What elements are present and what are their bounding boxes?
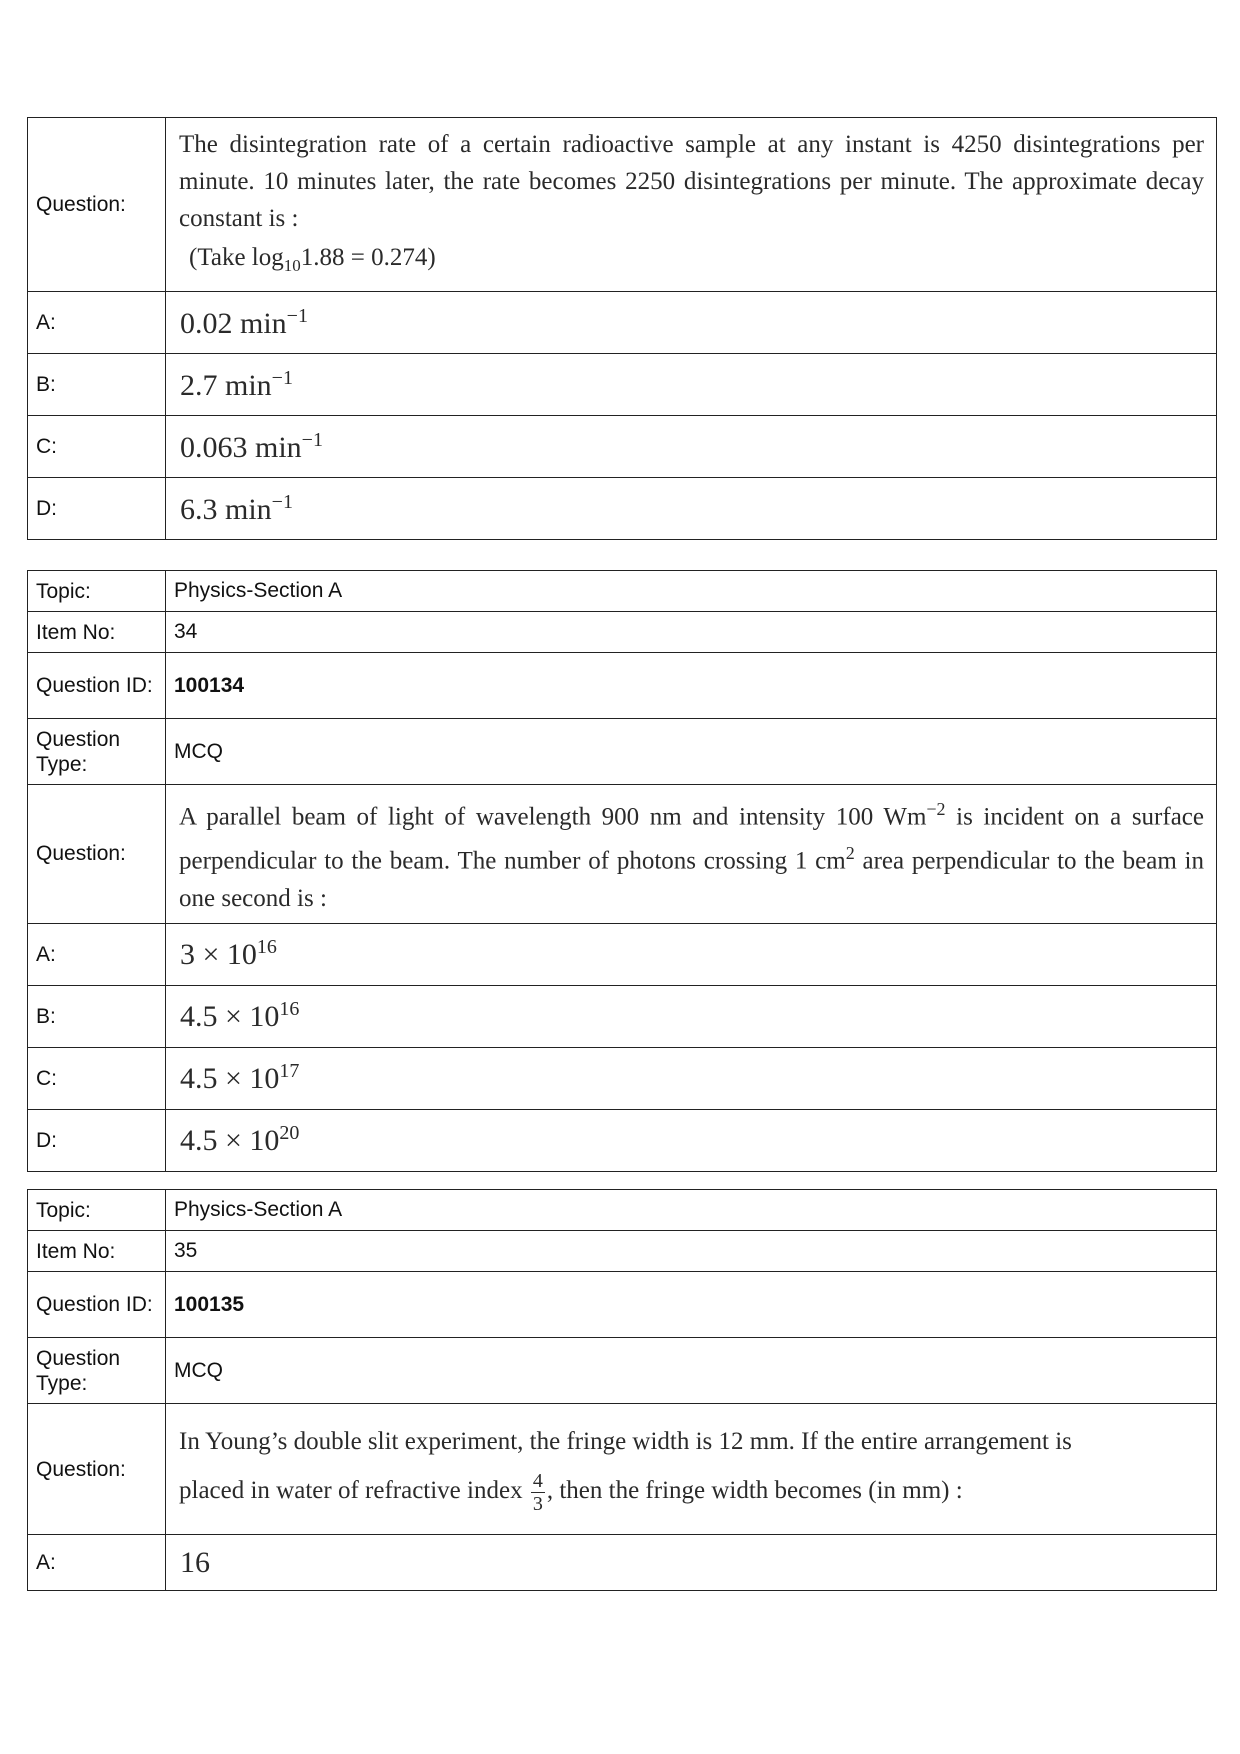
question-id-value: 100134 bbox=[166, 653, 1217, 719]
option-exponent: −1 bbox=[271, 490, 293, 513]
question-label: Question: bbox=[28, 1404, 166, 1535]
option-exponent: −1 bbox=[286, 304, 308, 327]
question-block-34 bbox=[27, 570, 1217, 1172]
question-type-label: Question Type: bbox=[28, 1338, 166, 1404]
question-block-35 bbox=[27, 1189, 1217, 1591]
option-text: 6.3 min bbox=[180, 492, 272, 526]
topic-row bbox=[28, 571, 1217, 612]
question-text bbox=[166, 785, 1217, 924]
option-row-b bbox=[28, 354, 1217, 416]
option-row-a bbox=[28, 1535, 1217, 1591]
question-text bbox=[166, 118, 1217, 292]
option-label: A: bbox=[28, 923, 166, 985]
option-row-d bbox=[28, 478, 1217, 540]
question-row bbox=[28, 1404, 1217, 1535]
option-row-c bbox=[28, 1047, 1217, 1109]
option-text: 4.5 × 10 bbox=[180, 1124, 280, 1158]
option-value[interactable] bbox=[166, 478, 1217, 540]
item-no-row bbox=[28, 612, 1217, 653]
fraction-numerator: 4 bbox=[532, 1470, 543, 1492]
option-value[interactable]: 16 bbox=[166, 1535, 1217, 1591]
question-label: Question: bbox=[28, 118, 166, 292]
question-body: The disintegration rate of a certain radioactive sample at any instant is 4250 disintegrations per minute. 10 minutes later, the rate becomes 2250 disintegrations per minute. The approximate decay constant is : bbox=[179, 130, 1204, 232]
question-hint bbox=[179, 239, 1204, 284]
item-no-value: 34 bbox=[166, 612, 1217, 653]
question-part: area perpendicular to the beam in one second is : bbox=[179, 847, 1204, 912]
topic-value: Physics-Section A bbox=[166, 1190, 1217, 1231]
question-id-row bbox=[28, 653, 1217, 719]
option-value[interactable] bbox=[166, 1109, 1217, 1171]
question-id-row bbox=[28, 1272, 1217, 1338]
question-type-label: Question Type: bbox=[28, 719, 166, 785]
item-no-value: 35 bbox=[166, 1231, 1217, 1272]
option-exponent: 20 bbox=[279, 1122, 300, 1145]
question-part: , then the fringe width becomes (in mm) : bbox=[546, 1477, 963, 1505]
option-row-a bbox=[28, 292, 1217, 354]
option-text: 3 × 10 bbox=[180, 938, 257, 972]
question-line bbox=[179, 1470, 1204, 1515]
question-line: In Young’s double slit experiment, the fringe width is 12 mm. If the entire arrangement is bbox=[179, 1428, 1072, 1455]
option-exponent: −1 bbox=[301, 428, 323, 451]
question-block-33 bbox=[27, 117, 1217, 540]
item-no-row bbox=[28, 1231, 1217, 1272]
question-exponent: −2 bbox=[926, 799, 946, 819]
question-id-label: Question ID: bbox=[28, 1272, 166, 1338]
option-label: A: bbox=[28, 1535, 166, 1591]
hint-log-base: 10 bbox=[283, 255, 301, 275]
topic-label: Topic: bbox=[28, 571, 166, 612]
option-label: D: bbox=[28, 1109, 166, 1171]
option-text: 0.063 min bbox=[180, 430, 302, 464]
option-value[interactable] bbox=[166, 923, 1217, 985]
option-label: B: bbox=[28, 985, 166, 1047]
question-text bbox=[166, 1404, 1217, 1535]
question-type-row bbox=[28, 1338, 1217, 1404]
option-text: 0.02 min bbox=[180, 306, 287, 340]
option-value[interactable] bbox=[166, 292, 1217, 354]
option-value[interactable] bbox=[166, 354, 1217, 416]
option-label: A: bbox=[28, 292, 166, 354]
option-label: D: bbox=[28, 478, 166, 540]
option-value[interactable] bbox=[166, 985, 1217, 1047]
option-exponent: 17 bbox=[279, 1060, 300, 1083]
option-text: 4.5 × 10 bbox=[180, 1000, 280, 1034]
item-no-label: Item No: bbox=[28, 612, 166, 653]
option-row-c bbox=[28, 416, 1217, 478]
question-type-value: MCQ bbox=[166, 719, 1217, 785]
option-text: 2.7 min bbox=[180, 368, 272, 402]
option-row-a bbox=[28, 923, 1217, 985]
option-value[interactable] bbox=[166, 1047, 1217, 1109]
question-row bbox=[28, 118, 1217, 292]
hint-suffix: 1.88 = 0.274) bbox=[300, 243, 436, 271]
question-type-value: MCQ bbox=[166, 1338, 1217, 1404]
option-value[interactable] bbox=[166, 416, 1217, 478]
option-label: C: bbox=[28, 416, 166, 478]
question-exponent: 2 bbox=[845, 843, 855, 864]
option-label: B: bbox=[28, 354, 166, 416]
question-part: is incident on a surface perpendicular to the beam. The number of photons crossing 1 cm bbox=[179, 803, 1204, 875]
topic-label: Topic: bbox=[28, 1190, 166, 1231]
question-label: Question: bbox=[28, 785, 166, 924]
option-text: 4.5 × 10 bbox=[180, 1062, 280, 1096]
option-exponent: −1 bbox=[271, 366, 293, 389]
question-row bbox=[28, 785, 1217, 924]
question-type-row bbox=[28, 719, 1217, 785]
fraction-denominator: 3 bbox=[532, 1493, 543, 1515]
option-exponent: 16 bbox=[256, 936, 277, 959]
option-row-b bbox=[28, 985, 1217, 1047]
topic-row bbox=[28, 1190, 1217, 1231]
option-label: C: bbox=[28, 1047, 166, 1109]
question-id-label: Question ID: bbox=[28, 653, 166, 719]
question-id-value: 100135 bbox=[166, 1272, 1217, 1338]
option-exponent: 16 bbox=[279, 998, 300, 1021]
question-part: placed in water of refractive index bbox=[179, 1477, 523, 1505]
refractive-index-fraction bbox=[531, 1470, 545, 1515]
hint-prefix: (Take log bbox=[189, 243, 284, 271]
option-row-d bbox=[28, 1109, 1217, 1171]
question-part: A parallel beam of light of wavelength 900 nm and intensity 100 Wm bbox=[179, 803, 927, 831]
item-no-label: Item No: bbox=[28, 1231, 166, 1272]
topic-value: Physics-Section A bbox=[166, 571, 1217, 612]
